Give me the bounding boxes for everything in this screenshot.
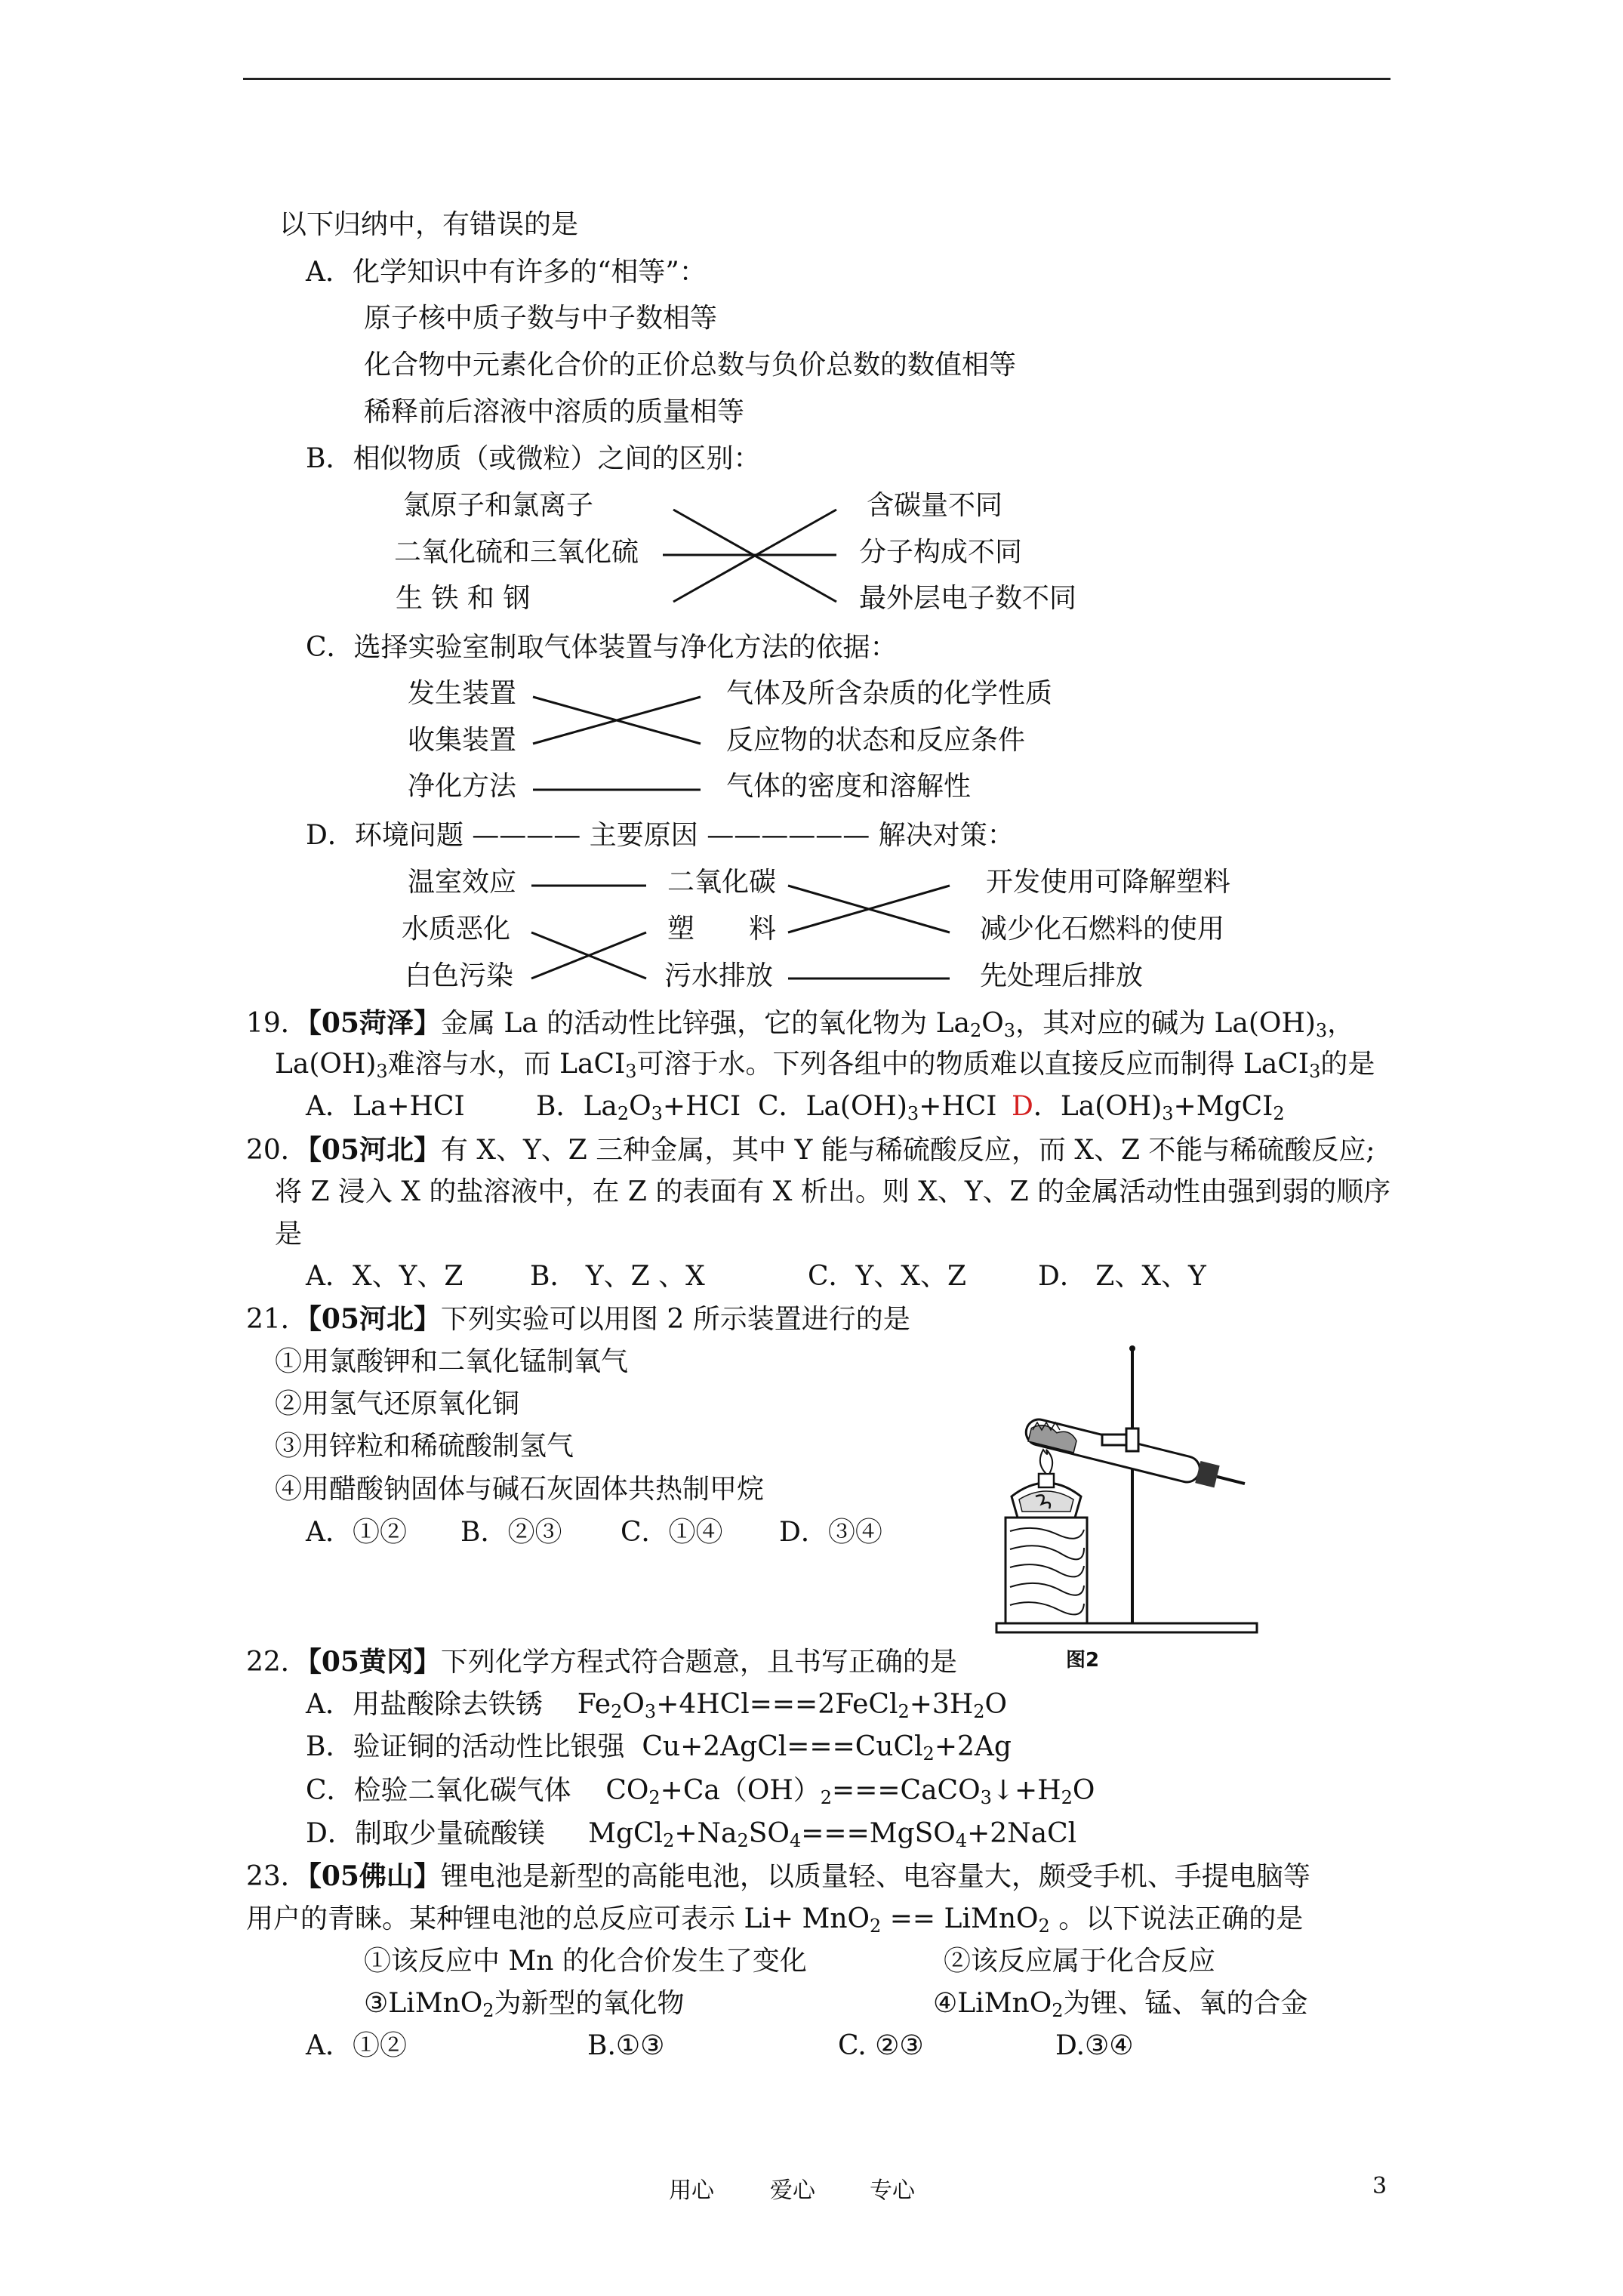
question-text: 。以下说法正确的是	[1049, 1903, 1304, 1934]
option-c-label: C．选择实验室制取气体装置与净化方法的依据：	[306, 632, 898, 663]
eq-part: SO	[748, 1818, 790, 1849]
statement-text: 为锂、锰、氧的合金	[1063, 1988, 1308, 2019]
match-left-item: 发生装置	[408, 678, 517, 709]
statement-text: ③LiMnO	[364, 1988, 483, 2019]
q23-option-b: B.①③	[587, 2030, 665, 2061]
match-right-item: 含碳量不同	[867, 490, 1003, 521]
question-text: 下列化学方程式符合题意，且书写正确的是	[440, 1647, 957, 1678]
subscript: 4	[789, 1830, 802, 1851]
q23-statement-1: ①该反应中 Mn 的化合价发生了变化	[364, 1946, 807, 1977]
question-number: 20．	[246, 1135, 308, 1166]
equation	[605, 1775, 1095, 1806]
match-right-item: 最外层电子数不同	[859, 583, 1077, 614]
match-col2-item: 污水排放	[664, 960, 774, 991]
q21-option-b: B．②③	[460, 1517, 562, 1548]
figure-caption: 图2	[1066, 1649, 1100, 1672]
question-source: 【05河北】	[307, 1303, 441, 1335]
match-col3-item: 开发使用可降解塑料	[986, 867, 1231, 898]
eq-part: +2Ag	[934, 1731, 1012, 1762]
q22-option-d	[306, 1819, 1076, 1849]
eq-part: O	[1072, 1775, 1095, 1806]
q23-option-a: A．①②	[306, 2030, 407, 2061]
question-text: ，	[1327, 1008, 1355, 1039]
question-source: 【05佛山】	[307, 1860, 441, 1892]
subscript: 3	[625, 1061, 637, 1082]
q21-item: ④用醋酸钠固体与碱石灰固体共热制甲烷	[275, 1474, 765, 1505]
eq-part: ↓+H	[991, 1775, 1061, 1806]
subscript: 2	[648, 1787, 661, 1808]
question-source: 【05菏泽】	[307, 1007, 441, 1039]
eq-part: ===MgSO	[801, 1818, 956, 1849]
match-col2-item: 塑 料	[667, 914, 777, 945]
question-number: 21．	[246, 1304, 308, 1335]
question-text: 可溶于水。下列各组中的物质难以直接反应而制得 LaCI	[636, 1049, 1310, 1080]
option-text: +HCI	[919, 1091, 997, 1122]
q23-statement-2: ②该反应属于化合反应	[944, 1946, 1216, 1977]
question-23-line-1	[246, 1861, 1310, 1892]
question-text: 金属 La 的活动性比锌强，它的氧化物为 La	[440, 1008, 970, 1039]
q22-option-a	[306, 1690, 1007, 1720]
eq-part: +4HCl===2FeCl	[656, 1689, 898, 1720]
option-text: ．La(OH)	[1033, 1091, 1163, 1122]
eq-part: Cu+2AgCl===CuCl	[642, 1731, 923, 1762]
q19-option-b	[536, 1092, 741, 1122]
option-text: +HCI	[662, 1091, 741, 1122]
answer-mark: D	[1012, 1091, 1033, 1122]
subscript: 3	[1003, 1020, 1016, 1041]
subscript: 3	[651, 1103, 663, 1124]
q23-statement-3	[364, 1989, 685, 2019]
question-21-stem	[246, 1304, 910, 1335]
q20-option-d: D． Z、X、Y	[1038, 1261, 1206, 1292]
subscript: 2	[973, 1701, 985, 1722]
question-number: 22．	[246, 1647, 308, 1678]
question-number: 23．	[246, 1861, 308, 1892]
subscript: 3	[1309, 1061, 1321, 1082]
option-a-label: A．化学知识中有许多的“相等”：	[306, 257, 707, 288]
subscript: 2	[482, 2000, 494, 2021]
q23-option-c: C. ②③	[838, 2030, 924, 2061]
match-col3-item: 减少化石燃料的使用	[980, 914, 1225, 945]
q21-option-d: D．③④	[779, 1517, 882, 1548]
subscript: 2	[611, 1701, 623, 1722]
match-left-item: 氯原子和氯离子	[403, 490, 594, 521]
question-text: 难溶与水，而 LaCI	[387, 1049, 626, 1080]
q20-option-c: C．Y、X、Z	[808, 1261, 966, 1292]
match-col1-item: 白色污染	[405, 960, 514, 991]
q21-option-c: C．①④	[621, 1517, 723, 1548]
match-left-item: 二氧化硫和三氧化硫	[394, 537, 639, 568]
lab-apparatus-figure	[989, 1336, 1276, 1638]
question-20-line-2: 将 Z 浸入 X 的盐溶液中，在 Z 的表面有 X 析出。则 X、Y、Z 的金属活动性由强到弱的顺序	[275, 1176, 1391, 1207]
subscript: 3	[907, 1103, 919, 1124]
subscript: 2	[1061, 1787, 1073, 1808]
match-col3-item: 先处理后排放	[980, 960, 1144, 991]
question-text: La(OH)	[275, 1049, 377, 1080]
eq-part: MgCl	[588, 1818, 664, 1849]
match-left-item: 收集装置	[408, 725, 517, 756]
subscript: 2	[737, 1830, 749, 1851]
option-text: C．La(OH)	[758, 1091, 907, 1122]
eq-part: ===CaCO	[832, 1775, 981, 1806]
q21-item: ②用氢气还原氧化铜	[275, 1388, 520, 1419]
subscript: 3	[1315, 1020, 1328, 1041]
match-col1-item: 温室效应	[408, 867, 517, 898]
question-20-line-1	[246, 1135, 1375, 1166]
option-label: A．用盐酸除去铁锈	[306, 1689, 543, 1720]
eq-part: Fe	[577, 1689, 611, 1720]
subscript: 2	[970, 1020, 982, 1041]
eq-part: +3H	[909, 1689, 974, 1720]
q21-item: ①用氯酸钾和二氧化锰制氧气	[275, 1346, 629, 1377]
question-text: ，其对应的碱为 La(OH)	[1015, 1008, 1316, 1039]
option-text: +MgCI	[1173, 1091, 1273, 1122]
match-col1-item: 水质恶化	[402, 914, 511, 945]
match-col2-item: 二氧化碳	[667, 867, 777, 898]
statement-text: ④LiMnO	[933, 1988, 1052, 2019]
subscript: 2	[1052, 2000, 1064, 2021]
q19-option-d	[1012, 1092, 1285, 1122]
match-right-item: 反应物的状态和反应条件	[726, 725, 1026, 756]
eq-part: +Na	[674, 1818, 738, 1849]
subscript: 2	[820, 1787, 833, 1808]
option-a-line: 原子核中质子数与中子数相等	[364, 303, 718, 334]
subscript: 2	[898, 1701, 910, 1722]
subscript: 2	[1273, 1103, 1285, 1124]
option-a-line: 化合物中元素化合价的正价总数与负价总数的数值相等	[364, 350, 1017, 381]
option-label: C．检验二氧化碳气体	[306, 1775, 571, 1806]
q23-option-d: D.③④	[1055, 2030, 1134, 2061]
q22-option-c	[306, 1776, 1095, 1806]
footer-motto: 专心	[870, 2177, 915, 2204]
eq-part: O	[622, 1689, 645, 1720]
match-right-item: 气体及所含杂质的化学性质	[726, 678, 1053, 709]
q21-option-a: A．①②	[306, 1517, 407, 1548]
q20-option-a: A．X、Y、Z	[306, 1261, 463, 1292]
subscript: 3	[980, 1787, 992, 1808]
option-b-label: B．相似物质（或微粒）之间的区别：	[306, 443, 761, 474]
q19-option-c	[758, 1092, 997, 1122]
eq-part: CO	[605, 1775, 649, 1806]
statement-text: 为新型的氧化物	[494, 1988, 685, 2019]
match-left-item: 生 铁 和 钢	[396, 583, 531, 614]
question-text: 有 X、Y、Z 三种金属，其中 Y 能与稀硫酸反应，而 X、Z 不能与稀硫酸反应;	[440, 1135, 1375, 1166]
q19-option-a: A．La+HCI	[306, 1091, 465, 1122]
equation	[642, 1731, 1012, 1762]
subscript: 2	[870, 1915, 882, 1937]
equation	[577, 1689, 1007, 1720]
q20-option-b: B． Y、Z 、X	[530, 1261, 705, 1292]
subscript: 2	[617, 1103, 630, 1124]
option-a-line: 稀释前后溶液中溶质的质量相等	[364, 396, 745, 427]
question-text: 锂电池是新型的高能电池，以质量轻、电容量大，颇受手机、手提电脑等	[440, 1861, 1310, 1892]
option-label: B．验证铜的活动性比银强	[306, 1731, 625, 1762]
page-number: 3	[1372, 2173, 1387, 2199]
question-intro: 以下归纳中，有错误的是	[279, 209, 579, 240]
q23-statement-4	[933, 1989, 1308, 2019]
question-text: == LiMnO	[881, 1903, 1039, 1934]
option-text: O	[629, 1091, 651, 1122]
option-label: D．制取少量硫酸镁	[306, 1818, 545, 1849]
subscript: 2	[663, 1830, 675, 1851]
question-text: 用户的青睐。某种锂电池的总反应可表示 Li+ MnO	[246, 1903, 870, 1934]
q22-option-b	[306, 1732, 1012, 1762]
match-right-item: 气体的密度和溶解性	[726, 771, 972, 802]
match-left-item: 净化方法	[408, 771, 517, 802]
eq-part: +Ca（OH）	[660, 1775, 821, 1806]
subscript: 2	[1038, 1915, 1050, 1937]
equation	[588, 1818, 1076, 1849]
footer-motto: 爱心	[770, 2177, 815, 2204]
eq-part: +2NaCl	[967, 1818, 1077, 1849]
question-19-line-1	[246, 1008, 1354, 1039]
question-20-line-3: 是	[275, 1219, 303, 1250]
question-19-line-2	[275, 1049, 1375, 1080]
option-text: B．La	[536, 1091, 617, 1122]
question-number: 19．	[246, 1008, 308, 1039]
question-22-stem	[246, 1647, 957, 1678]
q21-item: ③用锌粒和稀硫酸制氢气	[275, 1431, 574, 1462]
subscript: 2	[922, 1743, 935, 1764]
subscript: 4	[955, 1830, 968, 1851]
question-text: 的是	[1320, 1049, 1375, 1080]
footer-motto: 用心	[669, 2177, 714, 2204]
question-23-line-2	[246, 1903, 1304, 1937]
question-text: O	[981, 1008, 1004, 1039]
question-source: 【05河北】	[307, 1134, 441, 1166]
option-d-label: D．环境问题 ———— 主要原因 —————— 解决对策：	[306, 820, 1015, 851]
subscript: 3	[644, 1701, 657, 1722]
question-text: 下列实验可以用图 2 所示装置进行的是	[440, 1304, 910, 1335]
eq-part: O	[984, 1689, 1008, 1720]
match-right-item: 分子构成不同	[859, 537, 1023, 568]
subscript: 3	[1162, 1103, 1174, 1124]
subscript: 3	[376, 1061, 388, 1082]
question-source: 【05黄冈】	[307, 1646, 441, 1678]
